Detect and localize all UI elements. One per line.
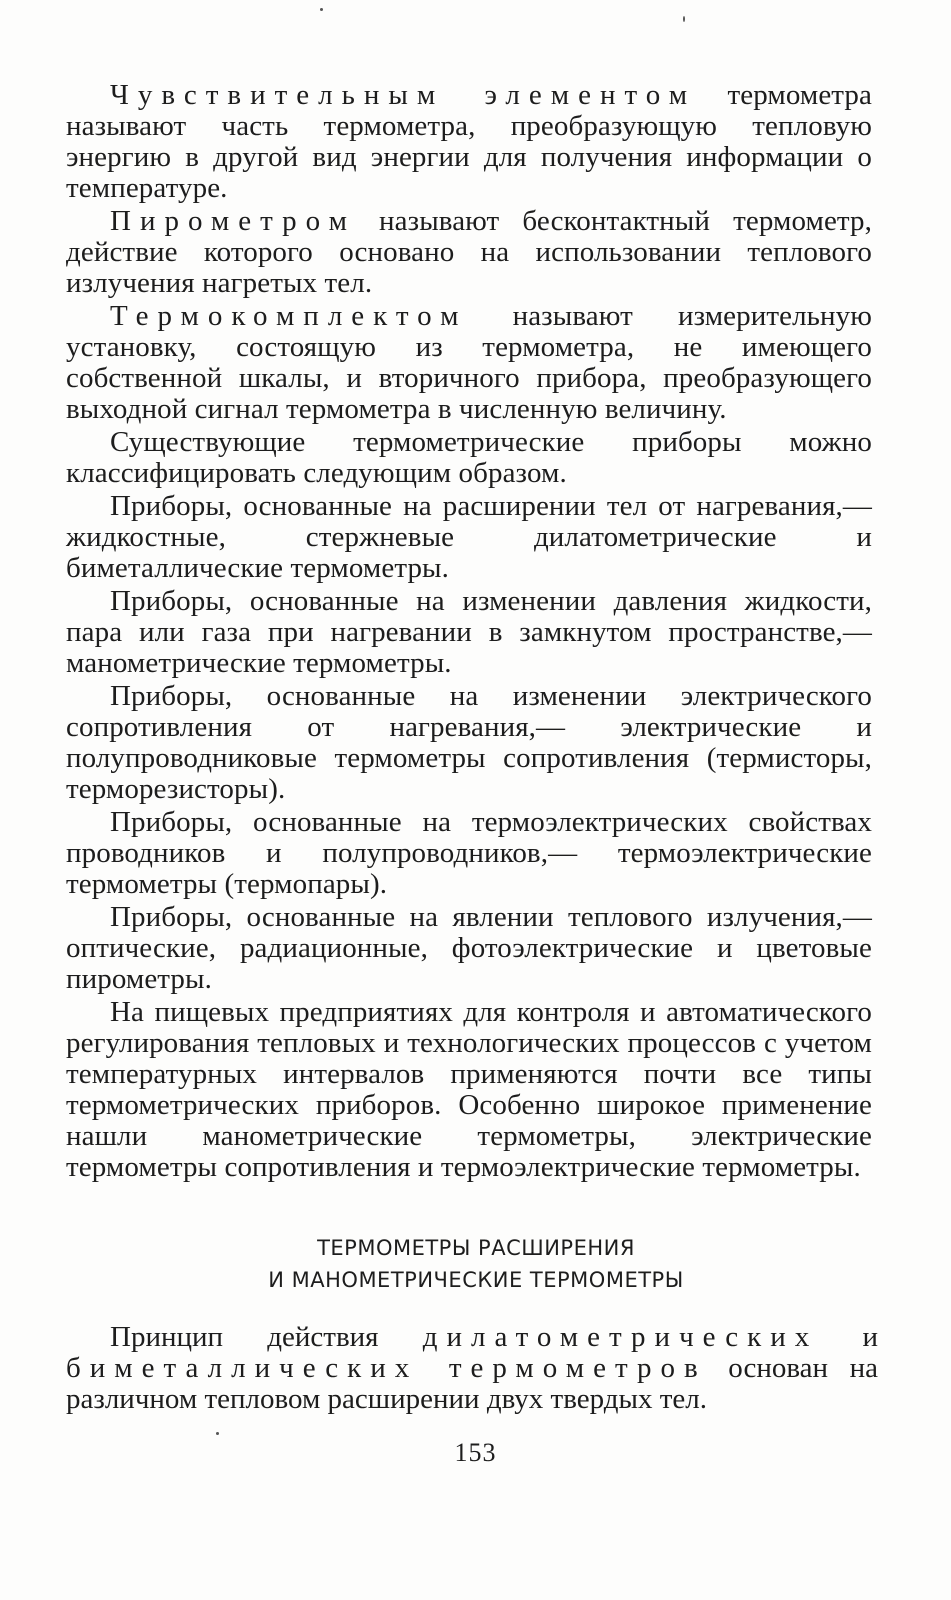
paragraph-expansion-devices: Приборы, основанные на расширении тел от нагревания,— жидкостные, стержневые дилатометрические и биметаллические термометры. — [66, 490, 872, 584]
section-heading — [66, 1232, 886, 1296]
paragraph-text: называют бесконтактный термометр, действие которого основано на использовании теплового излучения нагретых тел. — [66, 205, 872, 299]
term-dilatometric: дилатометрических — [422, 1321, 819, 1353]
term-thermoset: Термокомплектом — [110, 300, 468, 332]
print-speck — [683, 16, 685, 22]
paragraph-food-industry-usage: На пищевых предприятиях для контроля и автоматического регулирования тепловых и технологических процессов с учетом температурных интервалов применяются почти все типы термометрических приборов. Особенно широкое применение нашли манометрические термометры, электрические термометры сопротивления и термоэлектрические термометры. — [66, 996, 872, 1183]
paragraph-resistance-devices: Приборы, основанные на изменении электрического сопротивления от нагревания,— электрические и полупроводниковые термометры сопротивления (термисторы, терморезисторы). — [66, 680, 872, 805]
paragraph-pressure-devices: Приборы, основанные на изменении давления жидкости, пара или газа при нагревании в замкнутом пространстве,— манометрические термометры. — [66, 585, 872, 679]
section-heading-line-2: И МАНОМЕТРИЧЕСКИЕ ТЕРМОМЕТРЫ — [268, 1268, 684, 1292]
paragraph-thermoelectric-devices: Приборы, основанные на термоэлектрических свойствах проводников и полупроводников,— термоэлектрические термометры (термопары). — [66, 806, 872, 900]
page-number: 153 — [454, 1438, 497, 1467]
paragraph-classification-intro: Существующие термометрические приборы можно классифицировать следующим образом. — [66, 426, 872, 489]
paragraph-text: основан на различном тепловом расширении двух твердых тел. — [66, 1352, 878, 1415]
term-bimetallic-thermometers: биметаллических термометров — [66, 1352, 707, 1384]
section-body-text — [66, 1322, 878, 1417]
paragraph-text: Принцип действия — [110, 1321, 423, 1353]
body-text — [66, 80, 872, 1185]
paragraph-definition-pyrometer — [66, 206, 872, 299]
paragraph-text: называют измерительную установку, состоящую из термометра, не имеющего собственной шкалы, и вторичного прибора, преобразующего выходной сигнал термометра в численную величину. — [66, 300, 872, 425]
paragraph-text: термометра называют часть термометра, преобразующую тепловую энергию в другой вид энергии для получения информации о температуре. — [66, 79, 872, 204]
paragraph-radiation-devices: Приборы, основанные на явлении теплового излучения,— оптические, радиационные, фотоэлектрические и цветовые пирометры. — [66, 901, 872, 995]
print-speck — [216, 1432, 219, 1435]
paragraph-definition-thermoset — [66, 301, 872, 425]
print-speck — [320, 8, 323, 11]
paragraph-text: и — [818, 1321, 878, 1353]
section-heading-line-1: ТЕРМОМЕТРЫ РАСШИРЕНИЯ — [317, 1236, 635, 1260]
term-pyrometer: Пирометром — [110, 205, 356, 237]
paragraph-principle — [66, 1322, 878, 1415]
paragraph-definition-sensing-element — [66, 80, 872, 204]
term-sensing-element: Чувствительным элементом — [110, 79, 697, 111]
